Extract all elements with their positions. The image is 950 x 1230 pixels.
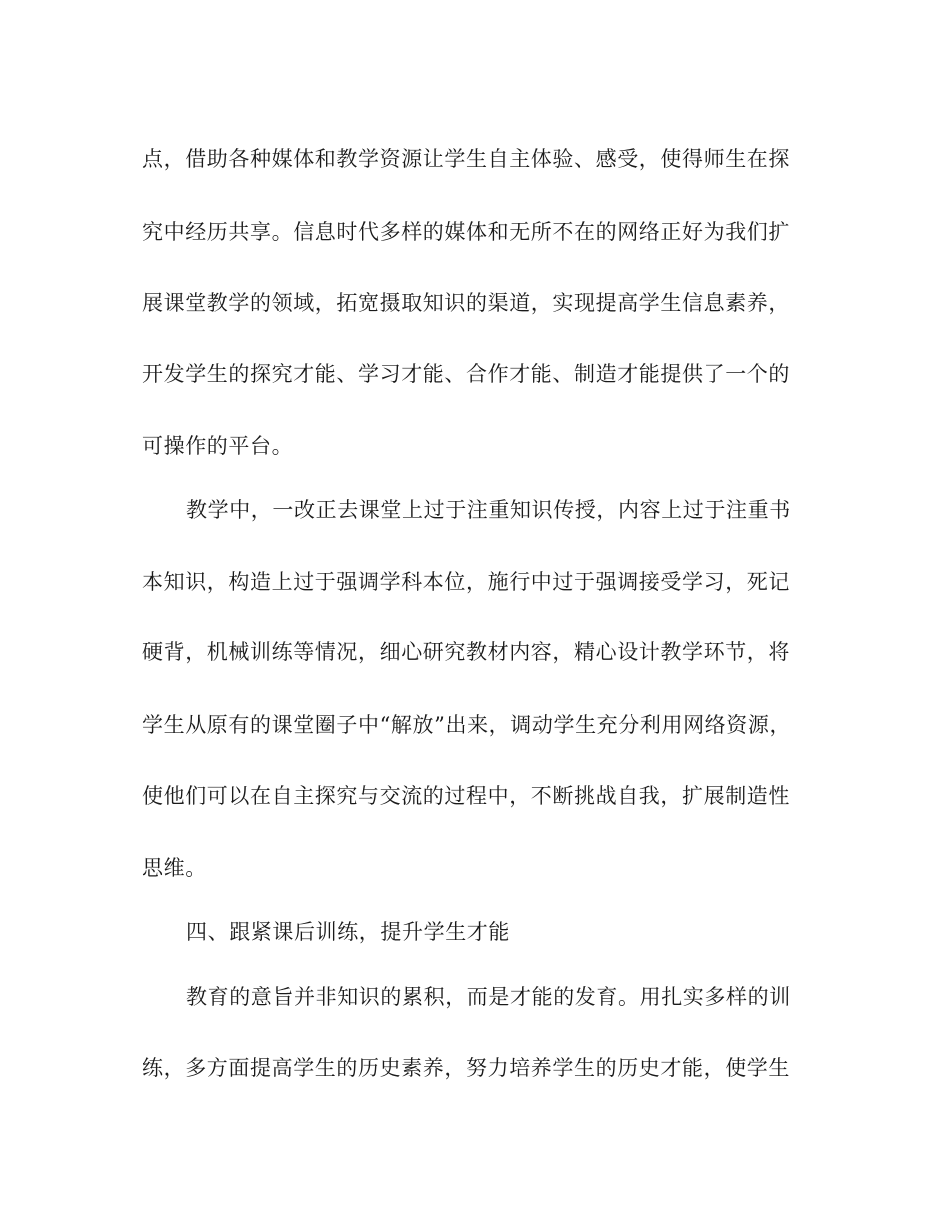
- paragraph-first-line: 教育的意旨并非知识的累积，而是才能的发育。用扎实多样的训: [186, 985, 791, 1009]
- text-line: 开发学生的探究才能、学习才能、合作才能、制造才能提供了一个的: [142, 362, 790, 386]
- text-line: 学生从原有的课堂圈子中“解放”出来，调动学生充分利用网络资源，: [142, 713, 792, 737]
- section-heading: 四、跟紧课后训练，提升学生才能: [186, 920, 510, 944]
- paragraph-first-line: 教学中，一改正去课堂上过于注重知识传授，内容上过于注重书: [186, 498, 791, 522]
- text-line: 究中经历共享。信息时代多样的媒体和无所不在的网络正好为我们扩: [142, 220, 790, 244]
- text-line: 本知识，构造上过于强调学科本位，施行中过于强调接受学习，死记: [142, 570, 790, 594]
- text-line: 展课堂教学的领域，拓宽摄取知识的渠道，实现提高学生信息素养，: [142, 291, 790, 315]
- text-line: 思维。: [142, 856, 207, 880]
- text-line: 可操作的平台。: [142, 434, 294, 458]
- text-line: 硬背，机械训练等情况，细心研究教材内容，精心设计教学环节，将: [142, 640, 790, 664]
- text-line: 练，多方面提高学生的历史素养，努力培养学生的历史才能，使学生: [142, 1056, 790, 1080]
- text-line: 点，借助各种媒体和教学资源让学生自主体验、感受，使得师生在探: [142, 147, 790, 171]
- text-line: 使他们可以在自主探究与交流的过程中，不断挑战自我，扩展制造性: [142, 784, 790, 808]
